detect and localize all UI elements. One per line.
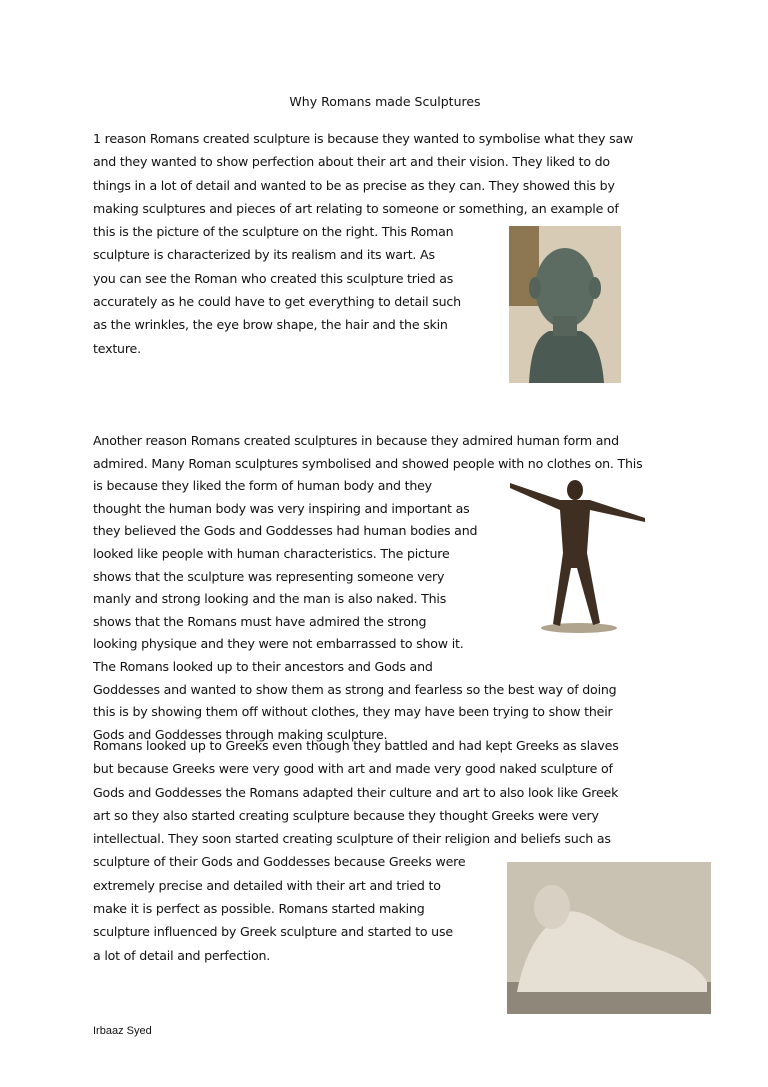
text-line: intellectual. They soon started creating sculpture of their religion and beliefs such as — [93, 831, 611, 847]
text-line: manly and strong looking and the man is also naked. This — [93, 591, 447, 607]
text-line: sculpture influenced by Greek sculpture and started to use — [93, 924, 453, 940]
text-line: sculpture of their Gods and Goddesses because Greeks were — [93, 854, 466, 870]
bronze-statue-photo — [505, 458, 645, 638]
text-line: shows that the sculpture was representing someone very — [93, 568, 445, 584]
text-line: and they wanted to show perfection about their art and their vision. They liked to do — [93, 154, 610, 170]
text-line: make it is perfect as possible. Romans started making — [93, 901, 425, 917]
text-line: looked like people with human characteristics. The picture — [93, 545, 450, 561]
text-line: but because Greeks were very good with art and made very good naked sculpture of — [93, 761, 613, 777]
text-line: sculpture is characterized by its realism and its wart. As — [93, 247, 435, 263]
text-line: this is the picture of the sculpture on the right. This Roman — [93, 224, 454, 240]
text-line: they believed the Gods and Goddesses had human bodies and — [93, 523, 478, 539]
reclining-god-sculpture-photo — [507, 862, 711, 1014]
text-line: 1 reason Romans created sculpture is because they wanted to symbolise what they saw — [93, 131, 634, 146]
text-line: extremely precise and detailed with their art and tried to — [93, 877, 441, 893]
text-line: Romans looked up to Greeks even though they battled and had kept Greeks as slaves — [93, 738, 619, 753]
text-line: a lot of detail and perfection. — [93, 947, 271, 963]
text-line: you can see the Roman who created this sculpture tried as — [93, 270, 454, 286]
text-line: is because they liked the form of human body and they — [93, 478, 432, 494]
text-line: thought the human body was very inspiring and important as — [93, 500, 470, 516]
text-line: Another reason Romans created sculptures in because they admired human form and — [93, 433, 619, 448]
author-footer: Irbaaz Syed — [93, 1025, 152, 1037]
text-line: accurately as he could have to get everything to detail such — [93, 294, 461, 310]
text-line: Gods and Goddesses the Romans adapted their culture and art to also look like Greek — [93, 784, 619, 800]
text-line: this is by showing them off without clothes, they may have been trying to show their — [93, 704, 613, 720]
text-line: texture. — [93, 340, 141, 356]
roman-bust-photo — [509, 226, 621, 383]
text-line: Gods and Goddesses through making sculpture. — [93, 726, 388, 742]
text-line: art so they also started creating sculpture because they thought Greeks were very — [93, 807, 599, 823]
text-line: as the wrinkles, the eye brow shape, the hair and the skin — [93, 317, 448, 333]
text-line: The Romans looked up to their ancestors and Gods and — [93, 658, 433, 674]
text-line: shows that the Romans must have admired the strong — [93, 613, 427, 629]
text-line: making sculptures and pieces of art relating to someone or something, an example of — [93, 200, 619, 216]
document-title: Why Romans made Sculptures — [289, 94, 481, 109]
text-line: admired. Many Roman sculptures symbolised and showed people with no clothes on. This — [93, 455, 643, 471]
text-line: Goddesses and wanted to show them as strong and fearless so the best way of doing — [93, 681, 617, 697]
text-line: looking physique and they were not embarrassed to show it. — [93, 636, 464, 652]
text-line: things in a lot of detail and wanted to be as precise as they can. They showed this by — [93, 177, 615, 193]
